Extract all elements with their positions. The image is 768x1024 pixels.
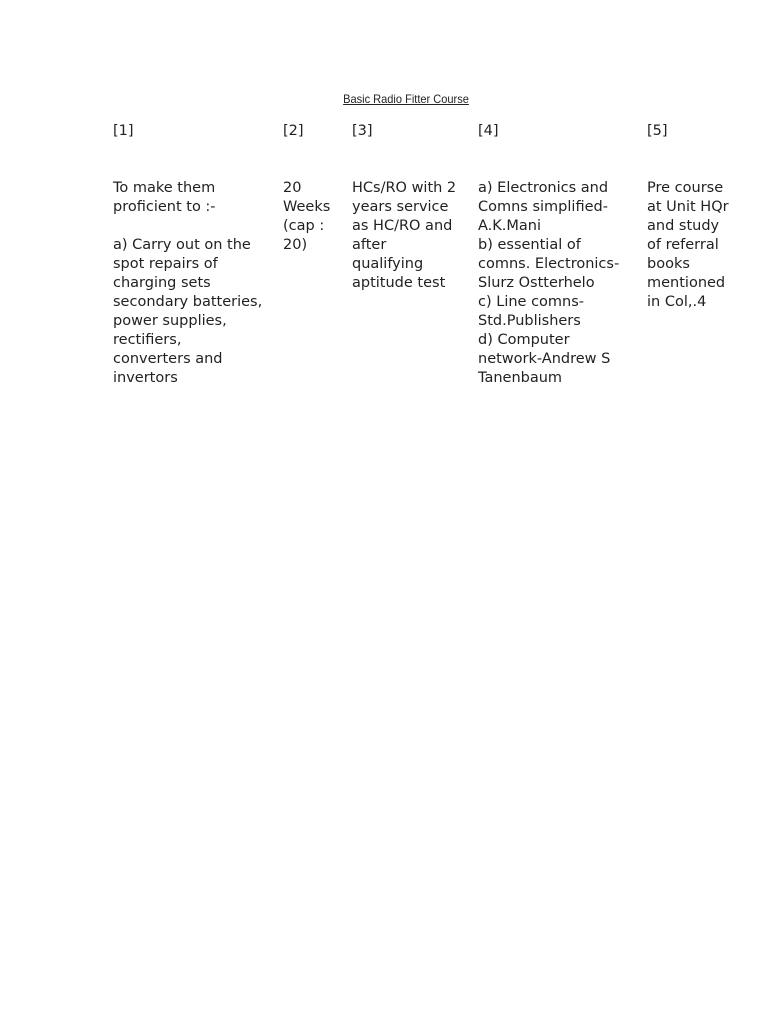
column-1-line: charging sets	[113, 275, 211, 291]
column-5-line: books	[647, 256, 690, 272]
column-2-line: (cap :	[283, 218, 325, 234]
column-1-line: converters and	[113, 351, 223, 367]
column-1-line: secondary batteries,	[113, 294, 263, 310]
column-3-header: [3]	[352, 123, 373, 139]
column-4-line: b) essential of	[478, 237, 581, 253]
column-2-header: [2]	[283, 123, 304, 139]
column-3-line: aptitude test	[352, 275, 446, 291]
column-4-line: A.K.Mani	[478, 218, 542, 234]
column-5-header: [5]	[647, 123, 668, 139]
column-5-body	[647, 179, 762, 312]
column-1-body	[113, 179, 278, 388]
column-1-line: a) Carry out on the	[113, 237, 251, 253]
column-1-line: To make them	[113, 180, 216, 196]
document-title: Basic Radio Fitter Course	[343, 92, 469, 106]
column-5-line: and study	[647, 218, 720, 234]
column-3-body	[352, 179, 472, 293]
column-1-header: [1]	[113, 123, 134, 139]
column-5	[647, 122, 762, 312]
column-4-header: [4]	[478, 123, 499, 139]
column-5-line: at Unit HQr	[647, 199, 729, 215]
column-1-line: invertors	[113, 370, 178, 386]
column-4-line: Std.Publishers	[478, 313, 581, 329]
column-3-line: after	[352, 237, 387, 253]
column-4-line: Slurz Ostterhelo	[478, 275, 595, 291]
column-4-line: a) Electronics and	[478, 180, 609, 196]
column-3-line: qualifying	[352, 256, 424, 272]
column-4-line: Comns simplified-	[478, 199, 608, 215]
column-4-line: d) Computer	[478, 332, 570, 348]
column-3-line: HCs/RO with 2	[352, 180, 457, 196]
column-2-body	[283, 179, 343, 255]
column-5-line: Pre course	[647, 180, 724, 196]
column-1	[113, 122, 278, 388]
column-4-line: c) Line comns-	[478, 294, 585, 310]
column-5-line: in Col,.4	[647, 294, 707, 310]
column-3	[352, 122, 472, 293]
column-4-line: network-Andrew S	[478, 351, 611, 367]
column-3-line: years service	[352, 199, 449, 215]
column-4-body	[478, 179, 638, 388]
column-2	[283, 122, 343, 255]
column-5-line: of referral	[647, 237, 719, 253]
column-2-line: 20)	[283, 237, 308, 253]
column-2-line: Weeks	[283, 199, 331, 215]
column-1-line: power supplies,	[113, 313, 227, 329]
column-1-line: rectifiers,	[113, 332, 182, 348]
column-4	[478, 122, 638, 388]
column-4-line: Tanenbaum	[478, 370, 563, 386]
column-4-line: comns. Electronics-	[478, 256, 620, 272]
column-2-line: 20	[283, 180, 302, 196]
column-5-line: mentioned	[647, 275, 726, 291]
column-3-line: as HC/RO and	[352, 218, 453, 234]
column-1-line	[113, 217, 278, 236]
column-1-line: spot repairs of	[113, 256, 218, 272]
column-1-line: proficient to :-	[113, 199, 216, 215]
